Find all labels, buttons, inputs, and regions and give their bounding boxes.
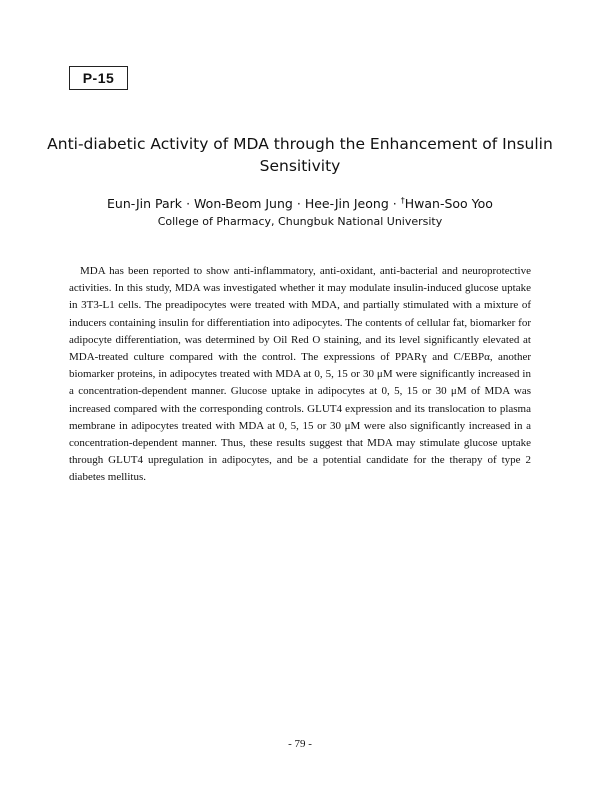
- author-list: [40, 192, 560, 213]
- author-name: Won-Beom Jung: [194, 196, 293, 212]
- page-number: - 79 -: [288, 738, 312, 750]
- author-name: Eun-Jin Park: [107, 196, 183, 212]
- poster-id-box: P-15: [69, 66, 128, 90]
- abstract-body: [69, 263, 531, 487]
- author-name: Hwan-Soo Yoo: [404, 196, 493, 212]
- corresponding-author-mark: †: [400, 196, 405, 205]
- affiliation: College of Pharmacy, Chungbuk National University: [157, 215, 443, 228]
- paper-title: Anti-diabetic Activity of MDA through the Enhancement of Insulin Sensitivity: [47, 135, 553, 175]
- author-name: Hee-Jin Jeong: [304, 196, 389, 212]
- author-separator: ·: [296, 196, 301, 212]
- author-separator: ·: [392, 196, 397, 212]
- author-separator: ·: [186, 196, 191, 212]
- abstract-paragraph: MDA has been reported to show anti-inflammatory, anti-oxidant, anti-bacterial and neuroprotective activities. In this study, MDA was investigated whether it may modulate insulin-induced glucose uptake in 3T3-L1 cells. The preadipocytes were treated with MDA, and partially stimulated with a mixture of inducers containing insulin for differentiation into adipocytes. The contents of cellular fat, biomarker for adipocyte differentiation, was determined by Oil Red O staining, and its level significantly elevated at MDA-treated culture compared with the control. The expressions of PPARɣ and C/EBPα, another biomarker proteins, in adipocytes treated with MDA at 0, 5, 15 or 30 μM were significantly increased in a concentration-dependent manner. Glucose uptake in adipocytes at 0, 5, 15 or 30 μM of MDA was increased compared with the corresponding controls. GLUT4 expression and its translocation to plasma membrane in adipocytes treated with MDA at 0, 5, 15 or 30 μM were also significantly increased in a concentration-dependent manner. Thus, these results suggest that MDA may stimulate glucose uptake through GLUT4 upregulation in adipocytes, and be a potential candidate for the therapy of type 2 diabetes mellitus.: [69, 265, 531, 484]
